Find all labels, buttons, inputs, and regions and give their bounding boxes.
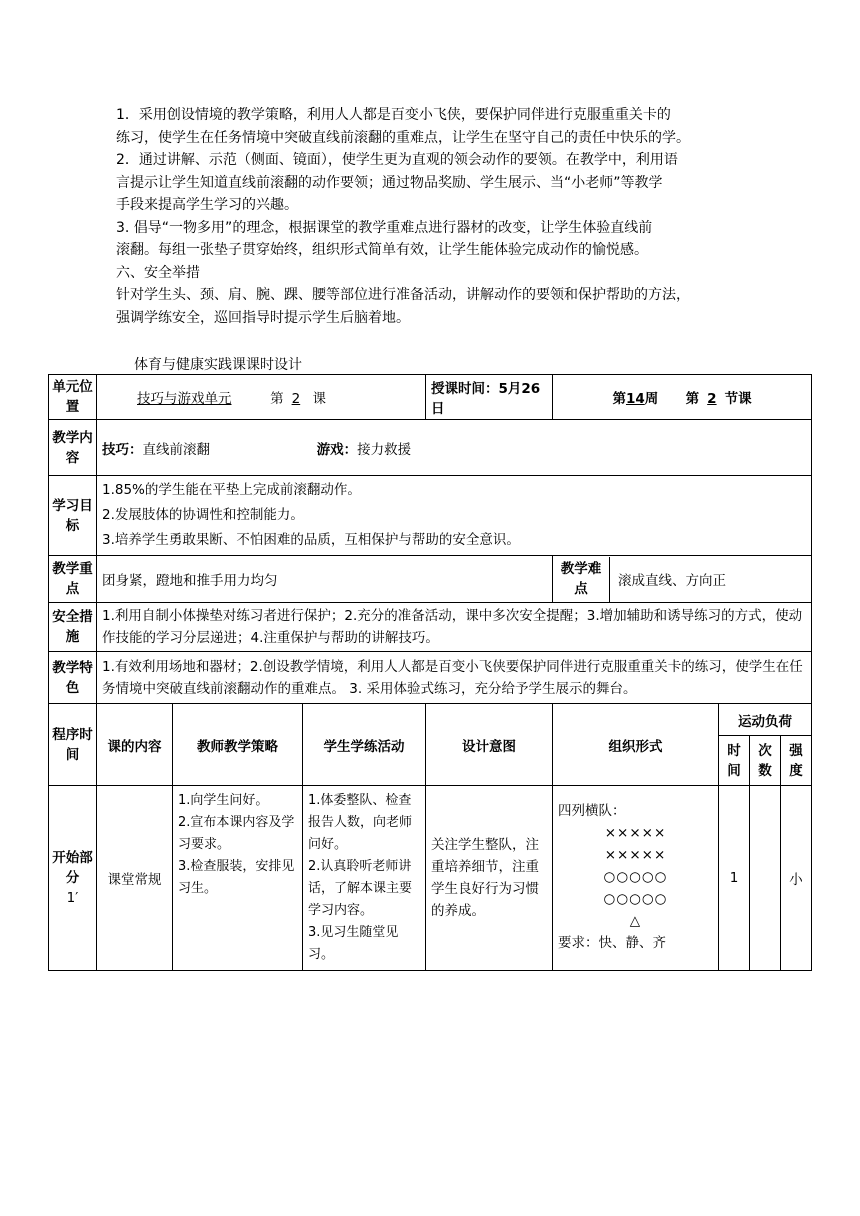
week-suffix: 周 xyxy=(644,391,659,407)
teaching-time: 授课时间：5月26日 xyxy=(426,375,553,420)
week-number: 14 xyxy=(625,391,645,407)
student-item: 2.认真聆听老师讲话，了解本课主要学习内容。 xyxy=(308,859,413,918)
student-activity-cell xyxy=(303,786,426,971)
teacher-item: 3.检查服装，安排见习生。 xyxy=(178,859,295,896)
column-header-row xyxy=(49,704,812,736)
lesson-content-cell: 课堂常规 xyxy=(97,786,173,971)
period-prefix: 第 xyxy=(685,391,700,407)
focus-text: 团身紧，蹬地和推手用力均匀 xyxy=(97,556,553,603)
focus-label: 教学重点 xyxy=(49,556,97,603)
goals-label: 学习目标 xyxy=(49,476,97,556)
intro-line: 练习，使学生在任务情境中突破直线前滚翻的重难点，让学生在坚守自己的责任中快乐的学。 xyxy=(116,129,690,146)
period-suffix: 节课 xyxy=(724,391,752,407)
student-item: 3.见习生随堂见习。 xyxy=(308,925,399,962)
formation-row: ××××× xyxy=(604,847,667,863)
game-label: 游戏： xyxy=(316,441,358,458)
phase-cell xyxy=(49,786,97,971)
goal-item: 1.85%的学生能在平垫上完成前滚翻动作。 xyxy=(102,482,361,498)
intro-line: 强调学练安全，巡回指导时提示学生后脑着地。 xyxy=(116,309,410,326)
phase-name: 开始部分 xyxy=(52,850,93,886)
formation-row: ○○○○○ xyxy=(603,891,668,907)
start-phase-row xyxy=(49,786,812,971)
load-times-cell xyxy=(750,786,781,971)
intro-line: 3. 倡导“一物多用”的理念，根据课堂的教学重难点进行器材的改变，让学生体验直线前 xyxy=(116,219,653,236)
intro-text xyxy=(116,104,816,329)
load-time-cell: 1 xyxy=(719,786,750,971)
unit-lesson-cell xyxy=(97,375,426,420)
goals-cell xyxy=(97,476,812,556)
student-header: 学生学练活动 xyxy=(303,704,426,786)
lesson-prefix: 第 xyxy=(270,391,284,407)
lesson-plan-table xyxy=(48,374,812,971)
organization-cell xyxy=(553,786,719,971)
intro-line: 手段来提高学生学习的兴趣。 xyxy=(116,197,298,213)
time-header: 时间 xyxy=(719,736,750,786)
game-text: 接力救援 xyxy=(357,441,412,458)
intensity-header: 强度 xyxy=(781,736,812,786)
content-row xyxy=(49,420,812,476)
formation-row: ○○○○○ xyxy=(603,869,668,885)
unit-label: 单元位置 xyxy=(49,375,97,420)
lesson-number: 2 xyxy=(291,391,301,407)
period-number: 2 xyxy=(707,391,717,407)
phase-duration: 1′ xyxy=(66,890,79,906)
table-title: 体育与健康实践课课时设计 xyxy=(134,357,302,373)
formation-title: 四列横队： xyxy=(558,803,626,819)
phase-header: 程序时间 xyxy=(49,704,97,786)
safety-label: 安全措施 xyxy=(49,603,97,652)
section-heading: 六、安全举措 xyxy=(116,264,200,281)
load-header: 运动负荷 xyxy=(719,704,812,736)
goals-row xyxy=(49,476,812,556)
difficulty-label: 教学难点 xyxy=(553,557,610,602)
safety-row xyxy=(49,603,812,652)
intro-line: 滚翻。每组一张垫子贯穿始终，组织形式简单有效，让学生能体验完成动作的愉悦感。 xyxy=(116,242,648,258)
intro-line: 2．通过讲解、示范（侧面、镜面），使学生更为直观的领会动作的要领。在教学中，利用语 xyxy=(116,152,678,168)
content-cell xyxy=(97,420,812,476)
safety-text: 1.利用自制小体操垫对练习者进行保护；2.充分的准备活动，课中多次安全提醒；3.增加辅助和诱导练习的方式，使动作技能的学习分层递进；4.注重保护与帮助的讲解技巧。 xyxy=(97,603,812,652)
teacher-item: 2.宣布本课内容及学习要求。 xyxy=(178,815,295,852)
teacher-strategy-cell xyxy=(173,786,303,971)
formation-row: ××××× xyxy=(604,825,667,841)
lesson-suffix: 课 xyxy=(312,391,326,407)
intro-line: 针对学生头、颈、肩、腕、踝、腰等部位进行准备活动，讲解动作的要领和保护帮助的方法， xyxy=(116,287,690,303)
unit-row xyxy=(49,375,812,420)
week-period-cell xyxy=(553,375,812,420)
features-text: 1.有效利用场地和器材；2.创设教学情境，利用人人都是百变小飞侠要保护同伴进行克服重重关卡的练习，使学生在任务情境中突破直线前滚翻动作的重难点。 3. 采用体验式练习，充分给予学生展示的舞台。 xyxy=(97,652,812,704)
focus-row xyxy=(49,556,812,603)
unit-name: 技巧与游戏单元 xyxy=(137,391,232,407)
org-header: 组织形式 xyxy=(553,704,719,786)
teacher-item: 1.向学生问好。 xyxy=(178,793,269,808)
teacher-header: 教师教学策略 xyxy=(173,704,303,786)
intro-line: 1．采用创设情境的教学策略，利用人人都是百变小飞侠，要保护同伴进行克服重重关卡的 xyxy=(116,107,671,123)
skill-text: 直线前滚翻 xyxy=(142,441,210,458)
content-label: 教学内容 xyxy=(49,420,97,476)
features-label: 教学特色 xyxy=(49,652,97,704)
teacher-triangle: △ xyxy=(629,913,642,929)
times-header: 次数 xyxy=(750,736,781,786)
difficulty-cell xyxy=(553,556,812,603)
difficulty-text: 滚成直线、方向正 xyxy=(618,573,726,589)
features-row xyxy=(49,652,812,704)
formation-requirement: 要求：快、静、齐 xyxy=(558,935,666,951)
goal-item: 3.培养学生勇敢果断、不怕困难的品质，互相保护与帮助的安全意识。 xyxy=(102,532,520,548)
skill-label: 技巧： xyxy=(102,441,143,458)
load-intensity-cell: 小 xyxy=(781,786,812,971)
intro-line: 言提示让学生知道直线前滚翻的动作要领；通过物品奖励、学生展示、当“小老师”等教学 xyxy=(116,174,663,191)
intent-header: 设计意图 xyxy=(426,704,553,786)
student-item: 1.体委整队、检查报告人数，向老师问好。 xyxy=(308,793,413,852)
week-prefix: 第 xyxy=(612,391,626,407)
content-header: 课的内容 xyxy=(97,704,173,786)
design-intent-cell: 关注学生整队，注重培养细节，注重学生良好行为习惯的养成。 xyxy=(426,786,553,971)
goal-item: 2.发展肢体的协调性和控制能力。 xyxy=(102,507,304,523)
